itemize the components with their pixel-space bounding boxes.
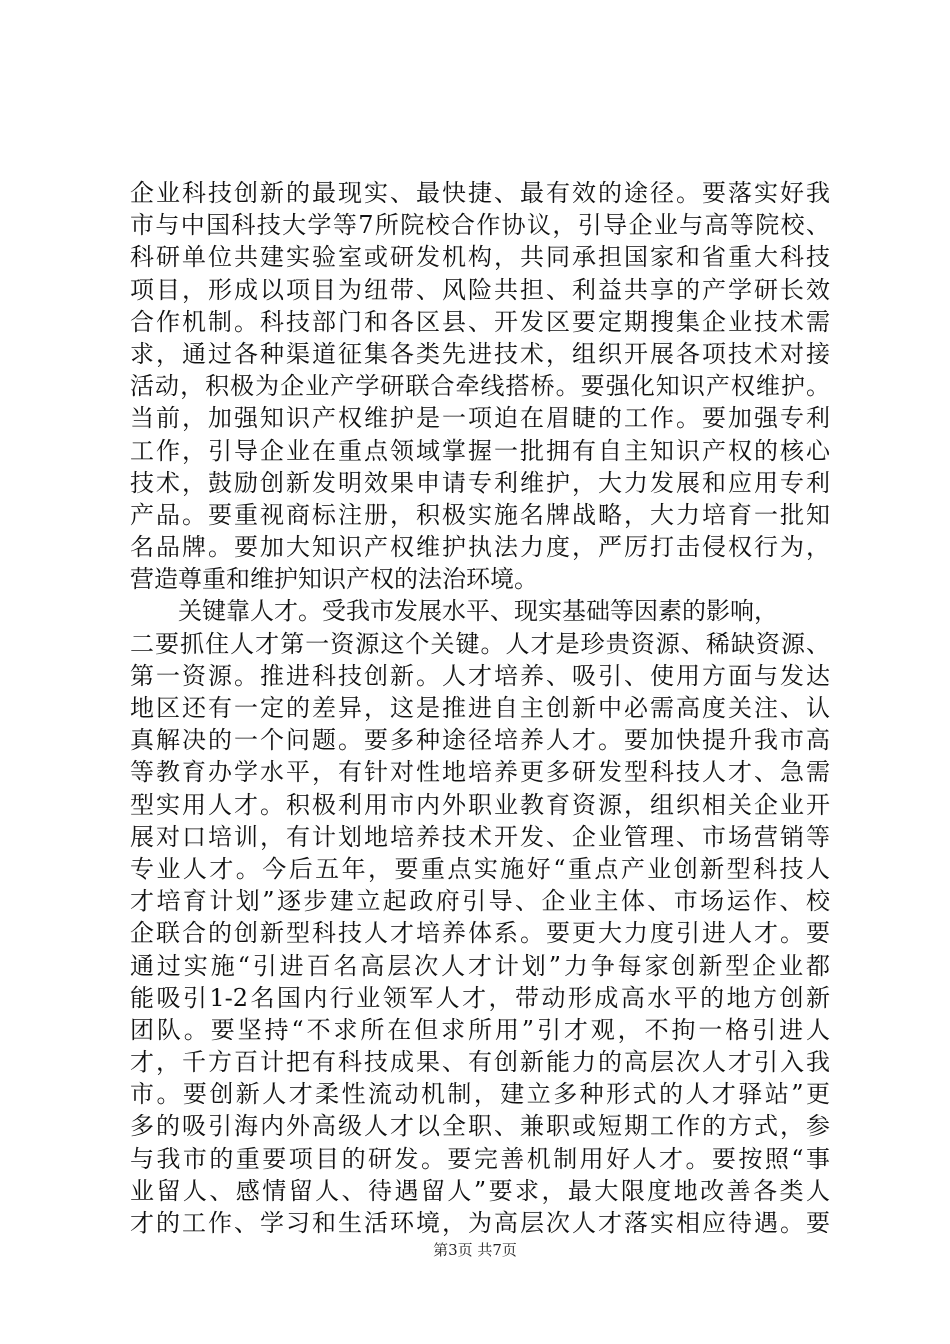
text-line: 当前，加强知识产权维护是一项迫在眉睫的工作。要加强专利 — [130, 404, 830, 433]
text-line: 求，通过各种渠道征集各类先进技术，组织开展各项技术对接 — [130, 339, 830, 368]
text-line: 二要抓住人才第一资源这个关键。人才是珍贵资源、稀缺资源、 — [130, 629, 830, 658]
text-line: 名品牌。要加大知识产权维护执法力度，严厉打击侵权行为， — [130, 533, 830, 562]
text-line: 地区还有一定的差异，这是推进自主创新中必需高度关注、认 — [130, 694, 830, 722]
text-line: 型实用人才。积极利用市内外职业教育资源，组织相关企业开 — [130, 790, 830, 819]
text-line: 关键靠人才。受我市发展水平、现实基础等因素的影响， — [178, 597, 778, 626]
text-line: 展对口培训，有计划地培养技术开发、企业管理、市场营销等 — [130, 822, 830, 851]
text-line: 专业人才。今后五年，要重点实施好“重点产业创新型科技人 — [130, 854, 830, 883]
text-line: 多的吸引海内外高级人才以全职、兼职或短期工作的方式，参 — [130, 1112, 830, 1141]
text-line: 团队。要坚持“不求所在但求所用”引才观，不拘一格引进人 — [130, 1015, 830, 1044]
text-line: 能吸引1-2名国内行业领军人才，带动形成高水平的地方创新 — [130, 983, 830, 1012]
text-line: 技术，鼓励创新发明效果申请专利维护，大力发展和应用专利 — [130, 468, 830, 497]
text-line: 与我市的重要项目的研发。要完善机制用好人才。要按照“事 — [130, 1144, 830, 1173]
text-line: 才培育计划”逐步建立起政府引导、企业主体、市场运作、校 — [130, 887, 830, 916]
text-line: 产品。要重视商标注册，积极实施名牌战略，大力培育一批知 — [130, 500, 830, 529]
text-line: 市与中国科技大学等7所院校合作协议，引导企业与高等院校、 — [130, 211, 830, 240]
text-line: 工作，引导企业在重点领域掌握一批拥有自主知识产权的核心 — [130, 436, 830, 465]
page-footer: 第3页 共7页 — [433, 1241, 517, 1259]
text-line: 企业科技创新的最现实、最快捷、最有效的途径。要落实好我 — [130, 179, 830, 207]
paragraph-1 — [130, 177, 830, 595]
text-line: 真解决的一个问题。要多种途径培养人才。要加快提升我市高 — [130, 726, 830, 755]
text-line: 才，千方百计把有科技成果、有创新能力的高层次人才引入我 — [130, 1048, 830, 1077]
text-line: 活动，积极为企业产学研联合牵线搭桥。要强化知识产权维护。 — [130, 372, 830, 401]
text-line: 合作机制。科技部门和各区县、开发区要定期搜集企业技术需 — [130, 307, 830, 336]
text-line: 项目，形成以项目为纽带、风险共担、利益共享的产学研长效 — [130, 275, 830, 304]
text-line: 科研单位共建实验室或研发机构，共同承担国家和省重大科技 — [130, 243, 830, 272]
text-line: 营造尊重和维护知识产权的法治环境。 — [130, 565, 538, 594]
text-line: 等教育办学水平，有针对性地培养更多研发型科技人才、急需 — [130, 758, 830, 787]
text-line: 才的工作、学习和生活环境，为高层次人才落实相应待遇。要 — [130, 1209, 830, 1237]
paragraph-2 — [130, 595, 830, 1239]
text-line: 业留人、感情留人、待遇留人”要求，最大限度地改善各类人 — [130, 1176, 830, 1205]
text-line: 第一资源。推进科技创新。人才培养、吸引、使用方面与发达 — [130, 661, 830, 690]
text-line: 通过实施“引进百名高层次人才计划”力争每家创新型企业都 — [130, 951, 830, 980]
text-line: 企联合的创新型科技人才培养体系。要更大力度引进人才。要 — [130, 919, 830, 948]
document-body — [130, 177, 830, 1239]
text-line: 市。要创新人才柔性流动机制，建立多种形式的人才驿站”更 — [130, 1080, 830, 1109]
